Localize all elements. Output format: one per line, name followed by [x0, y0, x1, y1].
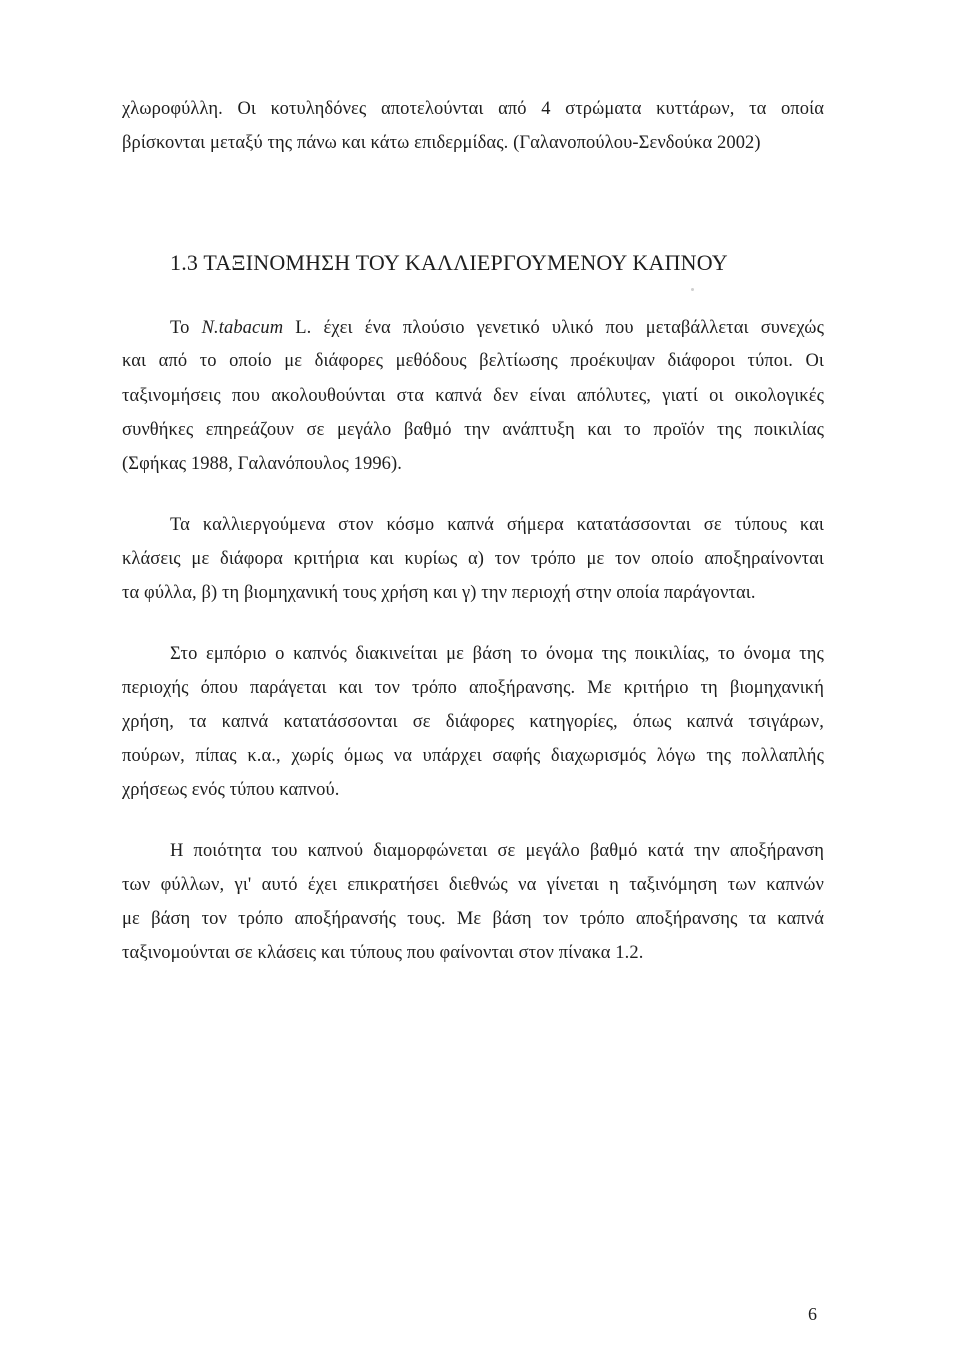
species-name: N.tabacum [201, 318, 284, 338]
p1-rest: L. έχει ένα πλούσιο γενετικό υλικό που μεταβάλλεται συνεχώς [283, 318, 824, 338]
p3-line-4: πούρων, πίπας κ.α., χωρίς όμως να υπάρχει σαφής διαχωρισμός λόγω της πολλαπλής [122, 746, 824, 766]
scan-speck [691, 288, 694, 291]
intro-line-1: χλωροφύλλη. Οι κοτυληδόνες αποτελούνται από 4 στρώματα κυττάρων, τα οποία [122, 99, 824, 119]
p4-line-3: με βάση τον τρόπο αποξήρανσής τους. Με βάση τον τρόπο αποξήρανσης τα καπνά [122, 909, 824, 929]
p2-line-2: κλάσεις με διάφορα κριτήρια και κυρίως α) τον τρόπο με τον οποίο αποξηραίνονται [122, 549, 824, 569]
p1-line-3: ταξινομήσεις που ακολουθούνται στα καπνά δεν είναι απόλυτες, γιατί οι οικολογικές [122, 386, 824, 406]
p1-line-5: (Σφήκας 1988, Γαλανόπουλος 1996). [122, 454, 403, 474]
p4-line-4: ταξινομούνται σε κλάσεις και τύπους που φαίνονται στον πίνακα 1.2. [122, 943, 644, 963]
p3-line-1: Στο εμπόριο ο καπνός διακινείται με βάση το όνομα της ποικιλίας, το όνομα της [170, 644, 824, 664]
p1-line-1 [170, 317, 824, 339]
p1-line-4: συνθήκες επηρεάζουν σε μεγάλο βαθμό την ανάπτυξη και το προϊόν της ποικιλίας [122, 420, 824, 440]
intro-line-2: βρίσκονται μεταξύ της πάνω και κάτω επιδερμίδας. (Γαλανοπούλου-Σενδούκα 2002) [122, 133, 761, 153]
p1-prefix: Το [170, 318, 202, 338]
p3-line-3: χρήση, τα καπνά κατατάσσονται σε διάφορες κατηγορίες, όπως καπνά τσιγάρων, [122, 712, 824, 732]
p4-line-2: των φύλλων, γι' αυτό έχει επικρατήσει διεθνώς να γίνεται η ταξινόμηση των καπνών [122, 875, 824, 895]
p2-line-1: Τα καλλιεργούμενα στον κόσμο καπνά σήμερα κατατάσσονται σε τύπους και [170, 515, 824, 535]
section-heading: 1.3 ΤΑΞΙΝΟΜΗΣΗ ΤΟΥ ΚΑΛΛΙΕΡΓΟΥΜΕΝΟΥ ΚΑΠΝΟΥ [170, 250, 728, 275]
p3-line-5: χρήσεως ενός τύπου καπνού. [122, 780, 340, 800]
p4-line-1: Η ποιότητα του καπνού διαμορφώνεται σε μεγάλο βαθμό κατά την αποξήρανση [170, 841, 824, 861]
p2-line-3: τα φύλλα, β) τη βιομηχανική τους χρήση και γ) την περιοχή στην οποία παράγονται. [122, 583, 756, 603]
p3-line-2: περιοχής όπου παράγεται και τον τρόπο αποξήρανσης. Με κριτήριο τη βιομηχανική [122, 678, 824, 698]
page-number: 6 [808, 1304, 817, 1324]
p1-line-2: και από το οποίο με διάφορες μεθόδους βελτίωσης προέκυψαν διάφοροι τύποι. Οι [122, 351, 824, 371]
